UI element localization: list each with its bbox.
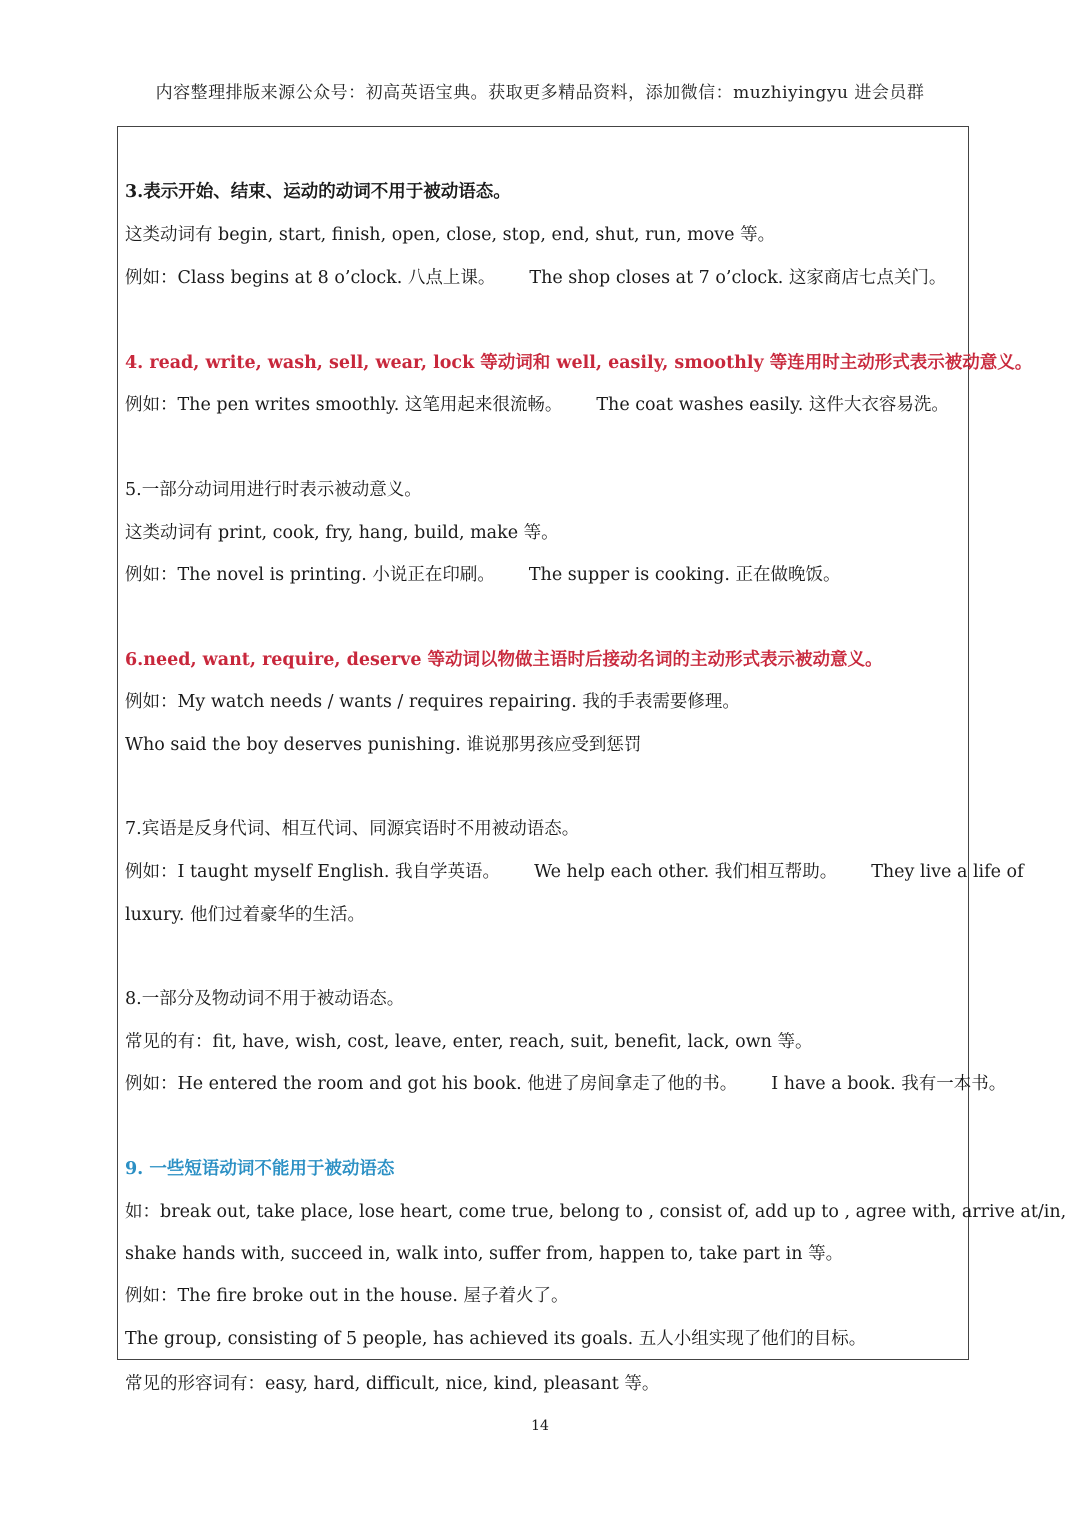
section-5-verbs: 这类动词有 print, cook, fry, hang, build, make 等。: [125, 523, 559, 543]
section-8-example-1: 例如：He entered the room and got his book. 他进了房间拿走了他的书。: [125, 1074, 738, 1094]
common-adjectives-line: 常见的形容词有：easy, hard, difficult, nice, kind, pleasant 等。: [125, 1374, 660, 1394]
section-3-example-1: 例如：Class begins at 8 o’clock. 八点上课。: [125, 268, 496, 288]
section-7-example-3: They live a life of: [871, 862, 1024, 882]
section-6-example-2: Who said the boy deserves punishing. 谁说那男孩应受到惩罚: [125, 735, 642, 755]
section-5-examples: [125, 564, 966, 586]
section-9-title: 9. 一些短语动词不能用于被动语态: [125, 1159, 395, 1179]
section-8-title: 8.一部分及物动词不用于被动语态。: [125, 989, 405, 1009]
section-7-title: 7.宾语是反身代词、相互代词、同源宾语时不用被动语态。: [125, 819, 580, 839]
section-8-verbs: 常见的有：fit, have, wish, cost, leave, enter, reach, suit, benefit, lack, own 等。: [125, 1032, 813, 1052]
section-7-examples: [125, 861, 1024, 883]
section-3-title: 3.表示开始、结束、运动的动词不用于被动语态。: [125, 182, 511, 202]
section-5-example-2: The supper is cooking. 正在做晚饭。: [528, 565, 841, 585]
section-4-examples: [125, 394, 966, 416]
section-6-title: 6.need, want, require, deserve 等动词以物做主语时后接动名词的主动形式表示被动意义。: [125, 650, 883, 670]
section-7-example-3-cont: luxury. 他们过着豪华的生活。: [125, 905, 366, 925]
section-9-list-2: shake hands with, succeed in, walk into, suffer from, happen to, take part in 等。: [125, 1244, 844, 1264]
section-7-example-2: We help each other. 我们相互帮助。: [534, 862, 838, 882]
section-7-example-1: 例如：I taught myself English. 我自学英语。: [125, 862, 501, 882]
page-header: 内容整理排版来源公众号：初高英语宝典。获取更多精品资料，添加微信：muzhiyingyu 进会员群: [155, 83, 925, 103]
section-4-example-2: The coat washes easily. 这件大衣容易洗。: [596, 395, 949, 415]
section-9-example-2: The group, consisting of 5 people, has achieved its goals. 五人小组实现了他们的目标。: [125, 1329, 867, 1349]
section-9-list-1: 如：break out, take place, lose heart, come true, belong to , consist of, add up to , agree with, arrive at/in,: [125, 1202, 1067, 1222]
section-3-verbs: 这类动词有 begin, start, finish, open, close, stop, end, shut, run, move 等。: [125, 225, 776, 245]
section-5-example-1: 例如：The novel is printing. 小说正在印刷。: [125, 565, 495, 585]
section-8-examples: [125, 1073, 1007, 1095]
section-3-examples: [125, 267, 966, 289]
section-8-example-2: I have a book. 我有一本书。: [771, 1074, 1007, 1094]
page-number: 14: [531, 1418, 549, 1434]
section-6-example-1: 例如：My watch needs / wants / requires repairing. 我的手表需要修理。: [125, 692, 740, 712]
section-4-title: 4. read, write, wash, sell, wear, lock 等动词和 well, easily, smoothly 等连用时主动形式表示被动意义。: [125, 353, 1033, 373]
section-3-example-2: The shop closes at 7 o’clock. 这家商店七点关门。: [529, 268, 947, 288]
section-9-example-1: 例如：The fire broke out in the house. 屋子着火了。: [125, 1286, 569, 1306]
section-5-title: 5.一部分动词用进行时表示被动意义。: [125, 480, 422, 500]
section-4-example-1: 例如：The pen writes smoothly. 这笔用起来很流畅。: [125, 395, 563, 415]
